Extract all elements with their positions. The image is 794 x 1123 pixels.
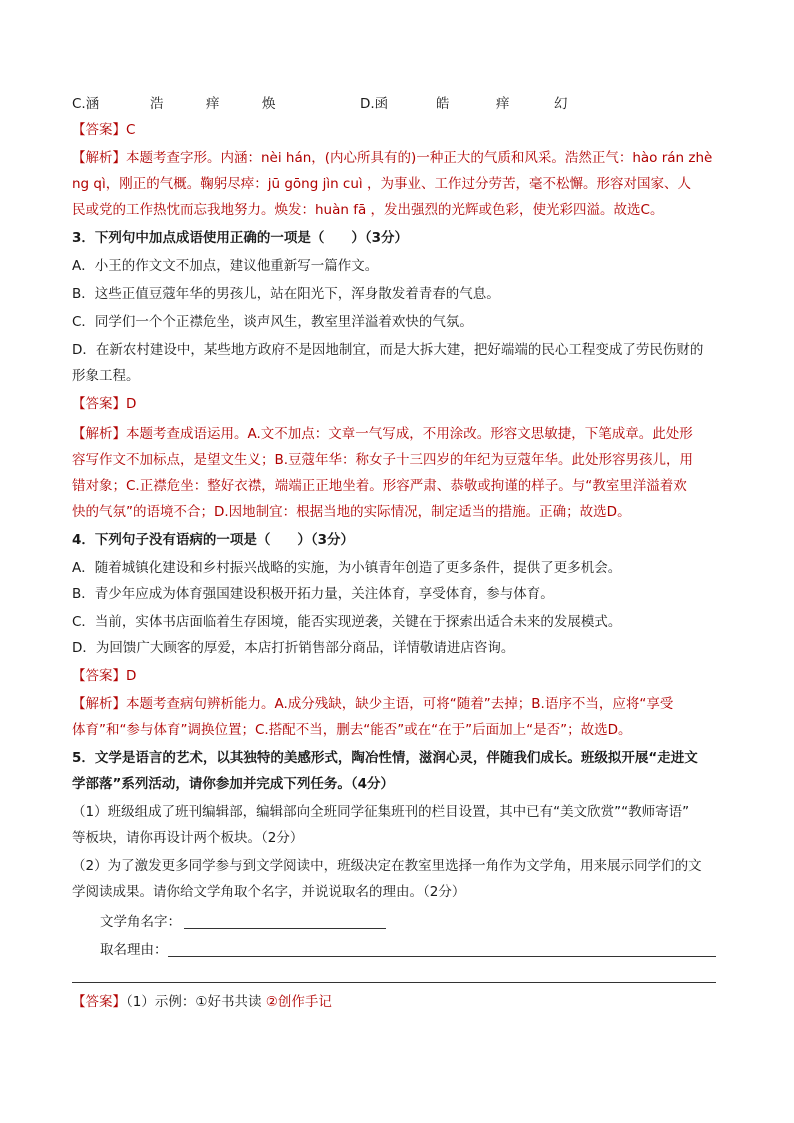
naming-reason-blank-1[interactable]: [168, 956, 716, 957]
q3-stem: 3．下列句中加点成语使用正确的一项是（ ）（3分）: [72, 230, 409, 246]
answer-item-2: ②创作手记: [265, 994, 332, 1010]
q3-option-d-line-1: D．在新农村建设中，某些地方政府不是因地制宜，而是大拆大建，把好端端的民心工程变成了劳民伤财的: [72, 342, 704, 358]
naming-reason-blank-2[interactable]: [72, 982, 716, 983]
answer-item-1: ①好书共读: [195, 994, 262, 1010]
answer-tag: 【答案】: [72, 396, 126, 412]
q4-option-d: D．为回馈广大顾客的厚爱，本店打折销售部分商品，详情敬请进店咨询。: [72, 640, 515, 656]
literary-corner-name-blank[interactable]: [184, 928, 386, 929]
q4-option-b: B．青少年应成为体育强国建设积极开拓力量，关注体育，享受体育，参与体育。: [72, 586, 554, 602]
q5-stem-line-2: 学部落”系列活动，请你参加并完成下列任务。（4分）: [72, 776, 395, 792]
q4-analysis-line-2: 体育”和“参与体育”调换位置；C.搭配不当，删去“能否”或在“在于”后面加上“是否”；故选D。: [72, 722, 632, 738]
q3-option-b: B．这些正值豆蔻年华的男孩儿，站在阳光下，浑身散发着青春的气息。: [72, 286, 500, 302]
answer-value: C: [126, 122, 136, 138]
q2-analysis-line-2: ng qì，刚正的气概。鞠躬尽瘁：jū gōng jìn cuì ，为事业、工作过分劳苦，毫不松懈。形容对国家、人: [72, 176, 691, 192]
analysis-text: 本题考查成语运用。A.文不加点：文章一气写成，不用涂改。形容文思敏捷，下笔成章。此处形: [126, 426, 693, 442]
q3-answer: [72, 394, 136, 414]
answer-prefix: （1）示例：: [126, 994, 196, 1010]
analysis-tag: 【解析】: [72, 150, 126, 166]
naming-reason-label: 取名理由：: [100, 942, 168, 958]
q2-option-c-word-3: 焕: [262, 96, 276, 112]
q2-option-c-word-2: 痒: [206, 96, 220, 112]
q5-answer: [72, 992, 332, 1012]
q5-stem-line-1: 5．文学是语言的艺术，以其独特的美感形式，陶冶性情，滋润心灵，伴随我们成长。班级拟开展“走进文: [72, 750, 698, 766]
q3-option-d-line-2: 形象工程。: [72, 368, 140, 384]
q5-task1-line-1: （1）班级组成了班刊编辑部，编辑部向全班同学征集班刊的栏目设置，其中已有“美文欣赏”“教师寄语”: [72, 804, 690, 820]
q3-analysis-line-3: 错对象；C.正襟危坐：整好衣襟，端端正正地坐着。形容严肃、恭敬或拘谨的样子。与“教室里洋溢着欢: [72, 478, 687, 494]
answer-tag: 【答案】: [72, 122, 126, 138]
q2-option-d-word-2: 痒: [496, 96, 510, 112]
q5-task2-line-1: （2）为了激发更多同学参与到文学阅读中，班级决定在教室里选择一角作为文学角，用来展示同学们的文: [72, 858, 702, 874]
analysis-text: 本题考查字形。内涵：nèi hán，(内心所具有的)一种正大的气质和风采。浩然正气：hào rán zhè: [126, 150, 713, 166]
analysis-tag: 【解析】: [72, 696, 126, 712]
q4-analysis-line-1: [72, 694, 673, 714]
q4-stem: 4．下列句子没有语病的一项是（ ）（3分）: [72, 532, 355, 548]
q2-analysis-line-1: [72, 148, 712, 168]
q5-task2-line-2: 学阅读成果。请你给文学角取个名字，并说说取名的理由。（2分）: [72, 884, 466, 900]
literary-corner-name-label: 文学角名字：: [100, 914, 181, 930]
q3-analysis-line-2: 容写作文不加标点，是望文生义；B.豆蔻年华：称女子十三四岁的年纪为豆蔻年华。此处形容男孩儿，用: [72, 452, 694, 468]
q3-analysis-line-1: [72, 424, 693, 444]
q2-option-d-label: D.函: [360, 96, 389, 112]
q2-option-c-word-1: 浩: [150, 96, 164, 112]
q2-option-d-word-1: 皓: [436, 96, 450, 112]
analysis-tag: 【解析】: [72, 426, 126, 442]
analysis-text: 本题考查病句辨析能力。A.成分残缺，缺少主语，可将“随着”去掉；B.语序不当，应将“享受: [126, 696, 674, 712]
q4-option-a: A．随着城镇化建设和乡村振兴战略的实施，为小镇青年创造了更多条件，提供了更多机会。: [72, 560, 622, 576]
answer-value: D: [126, 668, 137, 684]
q3-option-a: A．小王的作文文不加点，建议他重新写一篇作文。: [72, 258, 379, 274]
q4-option-c: C．当前，实体书店面临着生存困境，能否实现逆袭，关键在于探索出适合未来的发展模式。: [72, 614, 622, 630]
q4-answer: [72, 666, 136, 686]
q2-option-c-label: C.涵: [72, 96, 100, 112]
q5-task1-line-2: 等板块，请你再设计两个板块。（2分）: [72, 830, 304, 846]
q2-answer: [72, 120, 135, 140]
q3-analysis-line-4: 快的气氛”的语境不合；D.因地制宜：根据当地的实际情况，制定适当的措施。正确；故选D。: [72, 504, 631, 520]
q2-option-d-word-3: 幻: [554, 96, 568, 112]
q2-analysis-line-3: 民或党的工作热忱而忘我地努力。焕发：huàn fā ，发出强烈的光辉或色彩，使光彩四溢。故选C。: [72, 202, 664, 218]
answer-tag: 【答案】: [72, 994, 126, 1010]
answer-value: D: [126, 396, 137, 412]
q3-option-c: C．同学们一个个正襟危坐，谈声风生，教室里洋溢着欢快的气氛。: [72, 314, 473, 330]
answer-tag: 【答案】: [72, 668, 126, 684]
